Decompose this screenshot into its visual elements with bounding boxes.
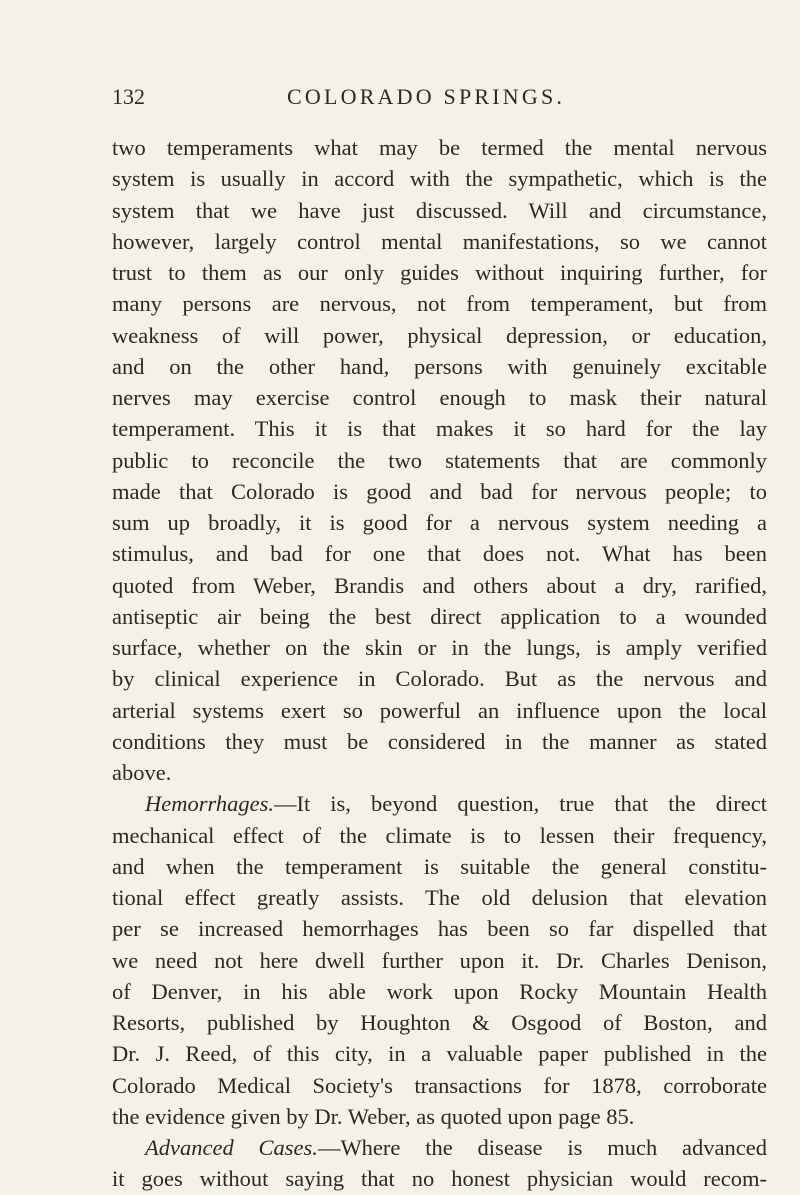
text-line: quoted from Weber, Brandis and others about a dry, rarified, — [112, 572, 767, 598]
paragraph-start-hemorrhages — [112, 788, 767, 819]
text-line: Resorts, published by Houghton & Osgood of Boston, and — [112, 1010, 767, 1035]
text-line: trust to them as our only guides without inquiring further, for — [112, 260, 767, 285]
text-line: sum up broadly, it is good for a nervous system needing a — [112, 510, 767, 535]
text-line: by clinical experience in Colorado. But as the nervous and — [112, 666, 767, 692]
text-line: system is usually in accord with the sympathetic, which is the — [112, 166, 767, 192]
section-heading-hemorrhages: Hemorrhages. — [145, 791, 274, 817]
text-line: of Denver, in his able work upon Rocky Mountain Health — [112, 978, 767, 1004]
paragraph-start-advanced-cases — [112, 1132, 767, 1163]
text-line: it goes without saying that no honest physician would recom- — [112, 1166, 767, 1192]
text-line-fragment: —Where the disease is much advanced — [317, 1135, 767, 1160]
running-head — [112, 84, 752, 114]
text-line: per se increased hemorrhages has been so far dispelled that — [112, 916, 767, 942]
text-line: many persons are nervous, not from temperament, but from — [112, 291, 767, 317]
text-line: surface, whether on the skin or in the lungs, is amply verified — [112, 635, 767, 660]
text-line: weakness of will power, physical depression, or education, — [112, 322, 767, 348]
text-line: we need not here dwell further upon it. Dr. Charles Denison, — [112, 947, 767, 973]
text-line: the evidence given by Dr. Weber, as quoted upon page 85. — [112, 1103, 635, 1129]
text-line: public to reconcile the two statements that are commonly — [112, 447, 767, 473]
text-line: mechanical effect of the climate is to lessen their frequency, — [112, 822, 767, 848]
running-title: COLORADO SPRINGS. — [287, 84, 566, 109]
text-line: nerves may exercise control enough to mask their natural — [112, 385, 767, 410]
text-line-fragment: —It is, beyond question, true that the direct — [273, 791, 767, 817]
page-number: 132 — [112, 84, 145, 109]
text-line: stimulus, and bad for one that does not. What has been — [112, 541, 767, 567]
text-line: and when the temperament is suitable the general constitu- — [112, 853, 767, 879]
text-line: tional effect greatly assists. The old delusion that elevation — [112, 885, 767, 910]
section-heading-advanced-cases: Advanced Cases. — [145, 1135, 318, 1160]
text-line: above. — [112, 760, 172, 785]
text-line: system that we have just discussed. Will and circumstance, — [112, 197, 767, 223]
text-line: Colorado Medical Society's transactions for 1878, corroborate — [112, 1072, 767, 1098]
text-line: temperament. This it is that makes it so hard for the lay — [112, 416, 767, 442]
text-line: however, largely control mental manifestations, so we cannot — [112, 228, 767, 254]
text-line: two temperaments what may be termed the mental nervous — [112, 135, 767, 160]
text-line: made that Colorado is good and bad for nervous people; to — [112, 478, 767, 504]
body-text — [112, 132, 767, 1195]
text-line: Dr. J. Reed, of this city, in a valuable paper published in the — [112, 1041, 767, 1067]
text-line: arterial systems exert so powerful an influence upon the local — [112, 697, 767, 723]
text-line: and on the other hand, persons with genuinely excitable — [112, 353, 767, 379]
text-line: conditions they must be considered in the manner as stated — [112, 728, 767, 754]
text-line: antiseptic air being the best direct application to a wounded — [112, 603, 767, 629]
